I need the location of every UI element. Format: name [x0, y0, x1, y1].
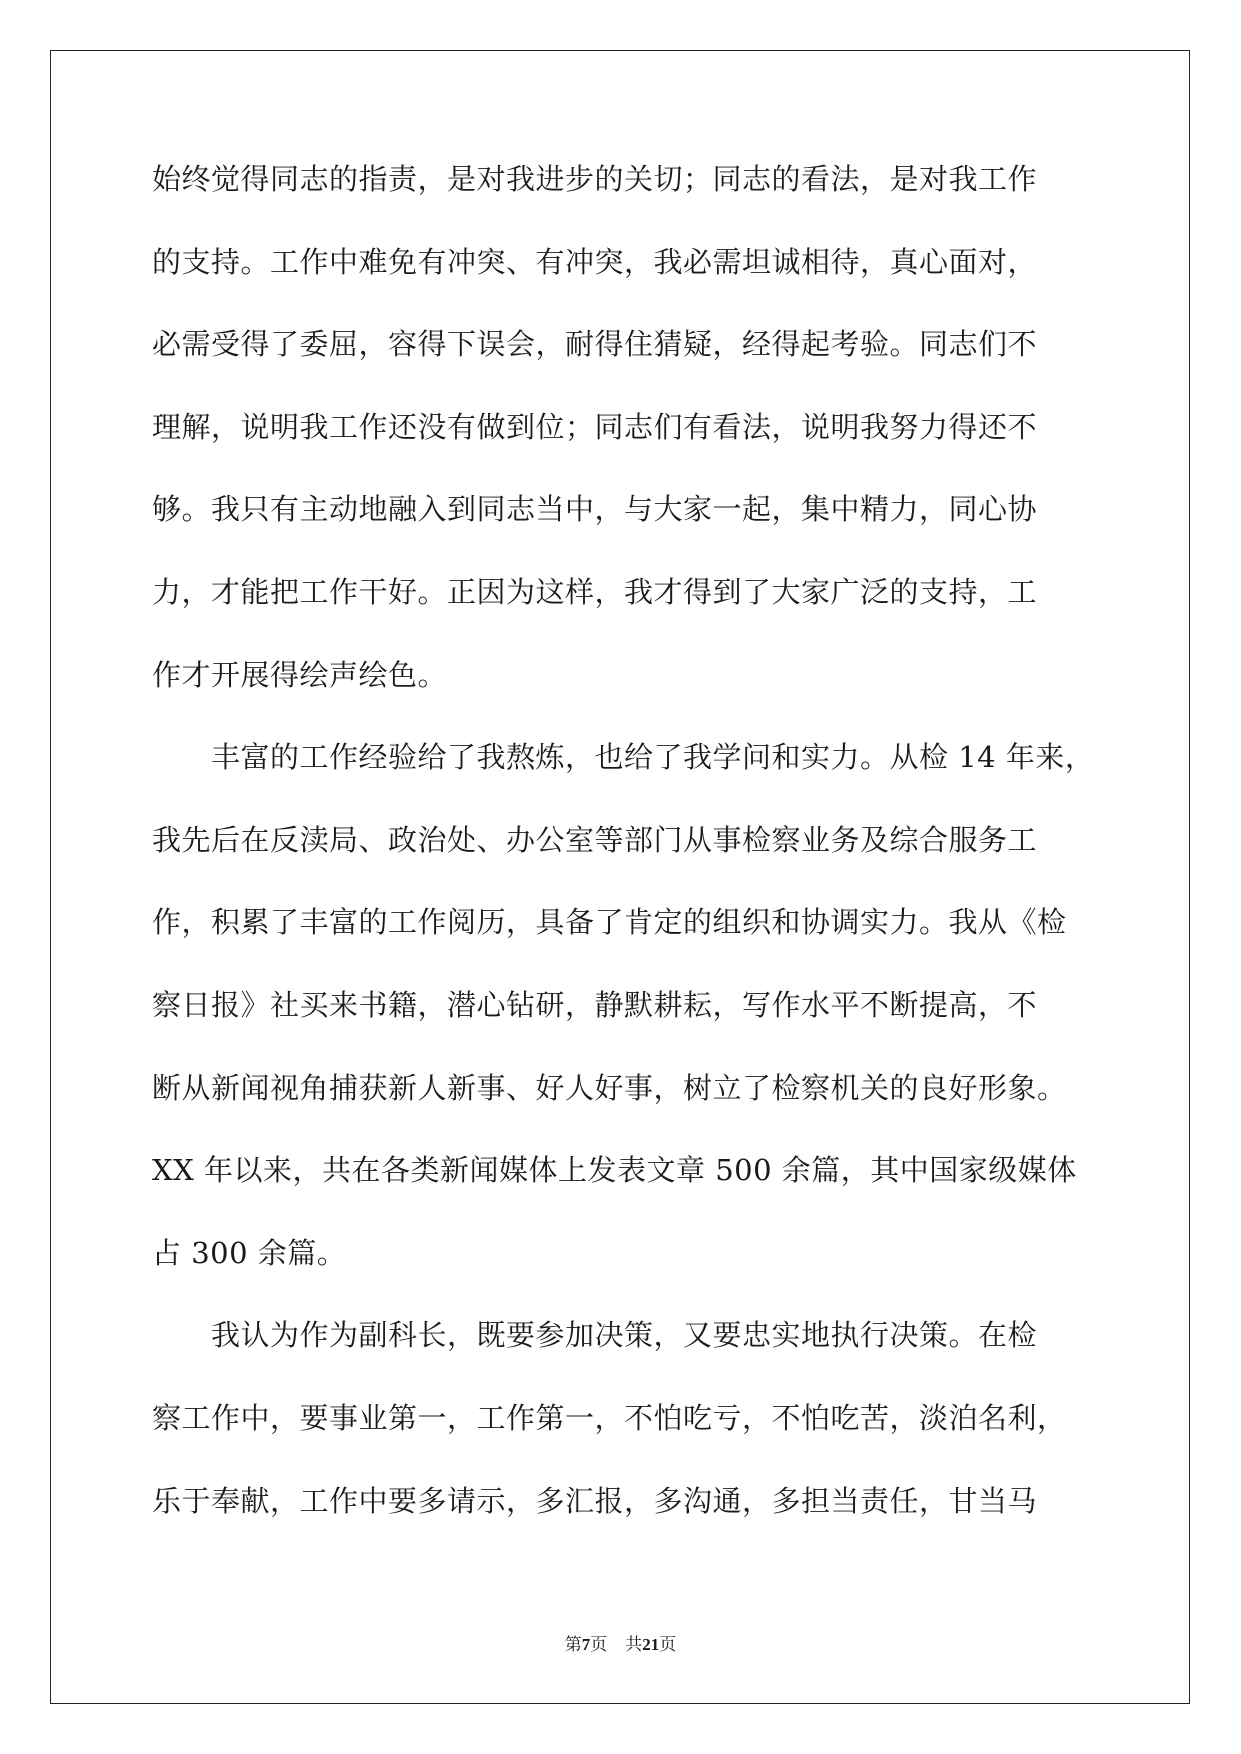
text-line: 作才开展得绘声绘色。	[152, 657, 448, 692]
text-line: 理解，说明我工作还没有做到位；同志们有看法，说明我努力得还不	[152, 409, 1038, 444]
text-line: 力，才能把工作干好。正因为这样，我才得到了大家广泛的支持，工	[152, 574, 1038, 609]
total-pages: 21	[642, 1635, 660, 1654]
text-line: 丰富的工作经验给了我熬炼，也给了我学问和实力。从检 14 年来，	[152, 740, 1095, 775]
text-line: 察日报》社买来书籍，潜心钻研，静默耕耘，写作水平不断提高，不	[152, 987, 1038, 1022]
body-text	[152, 162, 1095, 1569]
text-line: 我认为作为副科长，既要参加决策，又要忠实地执行决策。在检	[152, 1318, 1038, 1353]
text-line: 乐于奉献，工作中要多请示，多汇报，多沟通，多担当责任，甘当马	[152, 1483, 1038, 1518]
text-line: 察工作中，要事业第一，工作第一，不怕吃亏，不怕吃苦，淡泊名利，	[152, 1400, 1067, 1435]
text-line: 始终觉得同志的指责，是对我进步的关切；同志的看法，是对我工作	[152, 162, 1038, 196]
text-line: 够。我只有主动地融入到同志当中，与大家一起，集中精力，同心协	[152, 492, 1038, 527]
text-line: 必需受得了委屈，容得下误会，耐得住猜疑，经得起考验。同志们不	[152, 327, 1038, 362]
text-line: 我先后在反渎局、政治处、办公室等部门从事检察业务及综合服务工	[152, 822, 1038, 857]
text-line: 占 300 余篇。	[152, 1235, 347, 1270]
text-line: XX 年以来，共在各类新闻媒体上发表文章 500 余篇，其中国家级媒体	[152, 1153, 1077, 1188]
total-suffix: 页	[659, 1635, 677, 1654]
total-prefix: 共	[625, 1635, 643, 1654]
text-line: 断从新闻视角捕获新人新事、好人好事，树立了检察机关的良好形象。	[152, 1070, 1067, 1105]
page-number: 7	[581, 1635, 591, 1654]
text-line: 作，积累了丰富的工作阅历，具备了肯定的组织和协调实力。我从《检	[152, 905, 1067, 940]
page-suffix: 页	[590, 1635, 608, 1654]
text-line: 的支持。工作中难免有冲突、有冲突，我必需坦诚相待，真心面对，	[152, 244, 1038, 279]
page-footer	[0, 1630, 1241, 1655]
page-prefix: 第	[564, 1635, 582, 1654]
